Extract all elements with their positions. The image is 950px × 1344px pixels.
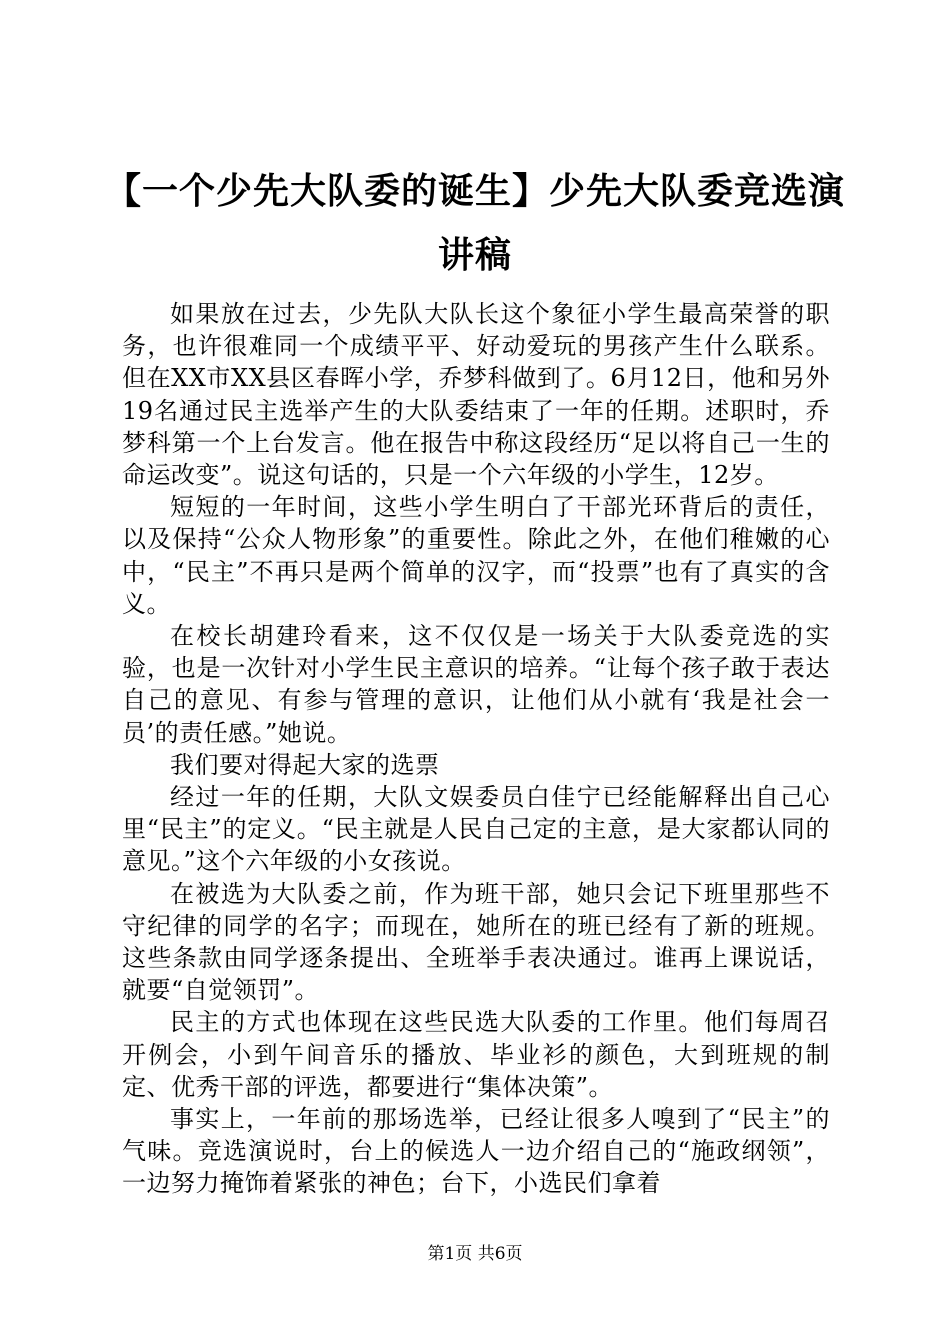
paragraph: 经过一年的任期，大队文娱委员白佳宁已经能解释出自己心里“民主”的定义。“民主就是人民自己定的主意，是大家都认同的意见。”这个六年级的小女孩说。 — [122, 783, 830, 876]
section-heading: 我们要对得起大家的选票 — [170, 750, 440, 779]
page-footer: 第1页 共6页 — [427, 1244, 523, 1264]
title-line-1: 【一个少先大队委的诞生】少先大队委竞选演 — [104, 171, 845, 212]
paragraph: 短短的一年时间，这些小学生明白了干部光环背后的责任，以及保持“公众人物形象”的重要性。除此之外，在他们稚嫩的心中，“民主”不再只是两个简单的汉字，而“投票”也有了真实的含义。 — [122, 493, 830, 618]
paragraph: 在校长胡建玲看来，这不仅仅是一场关于大队委竞选的实验，也是一次针对小学生民主意识的培养。“让每个孩子敢于表达自己的意见、有参与管理的意识，让他们从小就有‘我是社会一员’的责任感。”她说。 — [122, 622, 830, 747]
document-title — [100, 160, 850, 288]
paragraph: 如果放在过去，少先队大队长这个象征小学生最高荣誉的职务，也许很难同一个成绩平平、好动爱玩的男孩产生什么联系。但在XX市XX县区春晖小学，乔梦科做到了。6月12日，他和另外19名通过民主选举产生的大队委结束了一年的任期。述职时，乔梦科第一个上台发言。他在报告中称这段经历“足以将自己一生的命运改变”。说这句话的，只是一个六年级的小学生，12岁。 — [122, 300, 830, 490]
title-line-2: 讲稿 — [437, 235, 512, 276]
paragraph: 在被选为大队委之前，作为班干部，她只会记下班里那些不守纪律的同学的名字；而现在，她所在的班已经有了新的班规。这些条款由同学逐条提出、全班举手表决通过。谁再上课说话，就要“自觉领罚”。 — [122, 879, 830, 1005]
document-body — [122, 298, 830, 1200]
paragraph: 事实上，一年前的那场选举，已经让很多人嗅到了“民主”的气味。竞选演说时，台上的候选人一边介绍自己的“施政纲领”，一边努力掩饰着紧张的神色；台下，小选民们拿着 — [122, 1105, 830, 1198]
paragraph: 民主的方式也体现在这些民选大队委的工作里。他们每周召开例会，小到午间音乐的播放、毕业衫的颜色，大到班规的制定、优秀干部的评选，都要进行“集体决策”。 — [122, 1008, 830, 1101]
